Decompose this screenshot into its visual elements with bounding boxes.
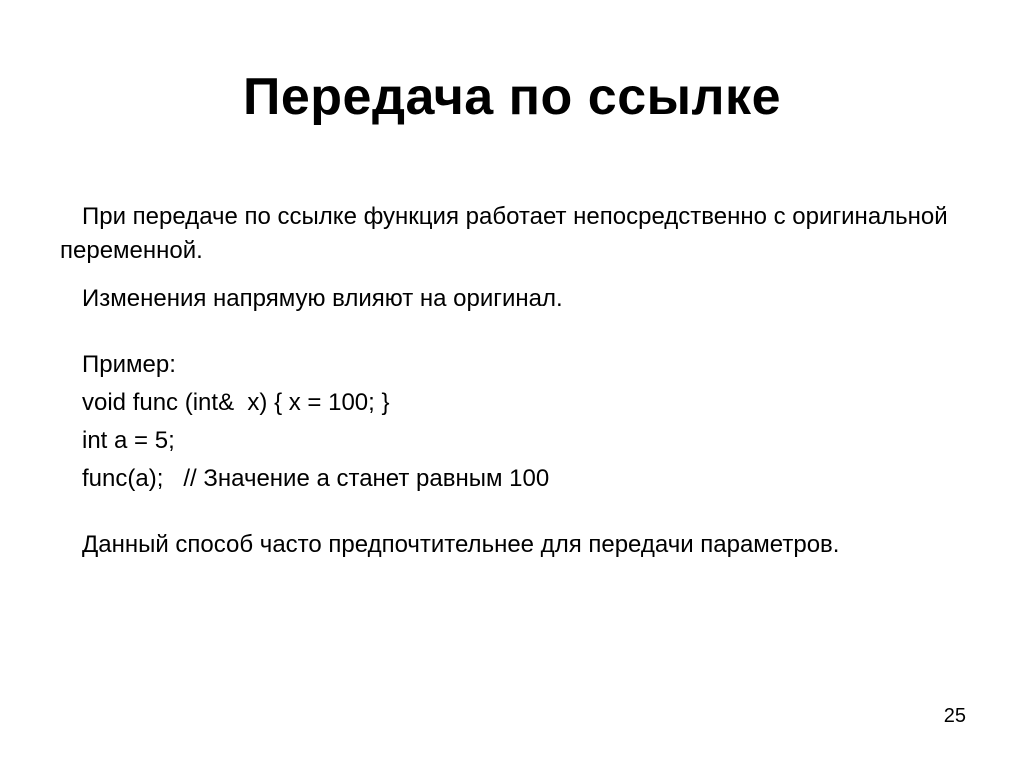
- example-label: Пример:: [82, 351, 176, 378]
- page-number: 25: [943, 705, 966, 727]
- paragraph-preferred-method: Данный способ часто предпочтительнее для передачи параметров.: [82, 531, 840, 558]
- code-line: int a = 5;: [82, 427, 175, 454]
- code-line: func(a); // Значение a станет равным 100: [82, 465, 550, 492]
- paragraph-direct-changes: Изменения напрямую влияют на оригинал.: [82, 285, 563, 312]
- slide-title: Передача по ссылке: [242, 68, 781, 126]
- paragraph-reference-passing: При передаче по ссылке функция работает непосредственно с оригинальной переменной.: [60, 203, 948, 264]
- slide-body: [60, 200, 960, 562]
- code-line: void func (int& x) { x = 100; }: [82, 389, 390, 416]
